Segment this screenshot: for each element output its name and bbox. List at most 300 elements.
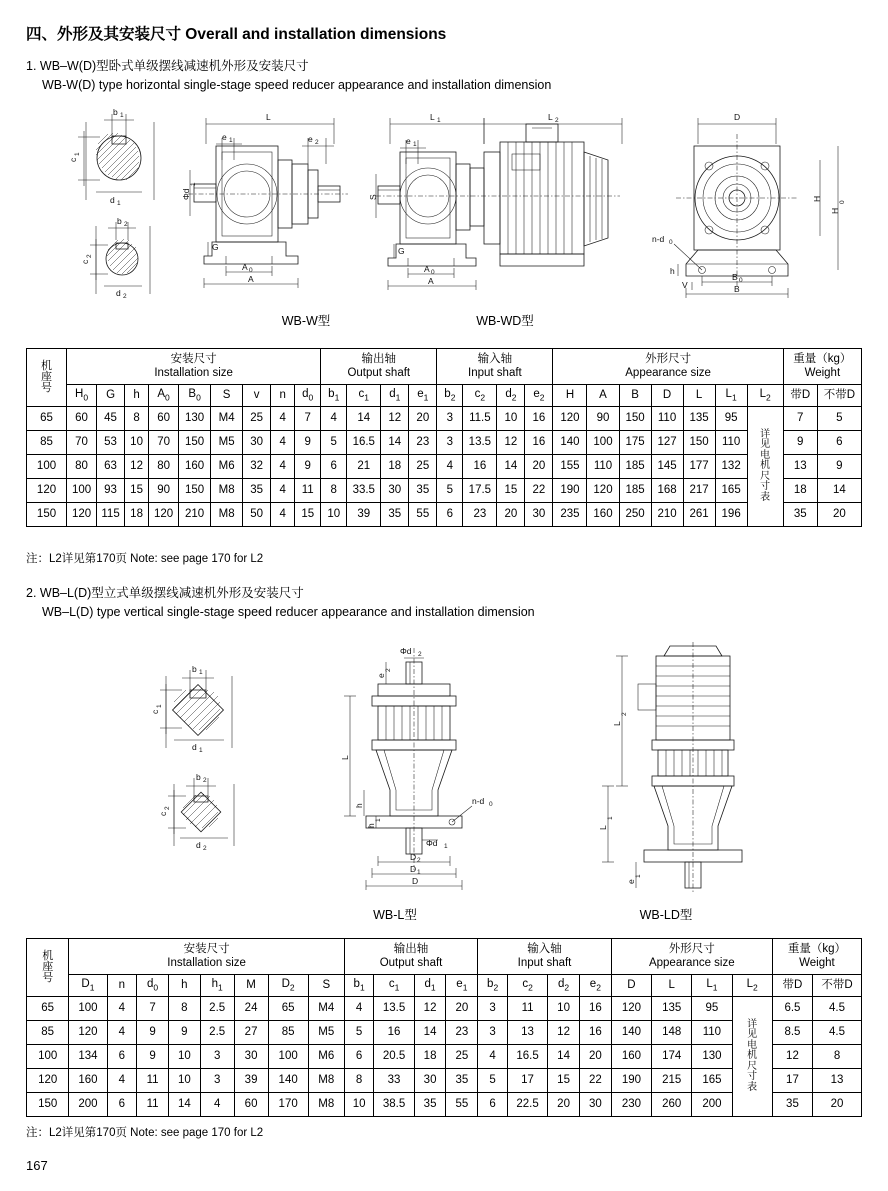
svg-text:d: d <box>192 742 197 752</box>
svg-text:L: L <box>266 112 271 122</box>
cell-v: 32 <box>243 454 271 478</box>
cell-M: 27 <box>234 1020 268 1044</box>
cell-B: 185 <box>619 454 651 478</box>
cell-A0: 60 <box>149 406 179 430</box>
svg-text:e: e <box>406 136 411 146</box>
col-L: L <box>683 384 715 406</box>
cell-H0: 60 <box>67 406 97 430</box>
cell-b2: 3 <box>478 1020 508 1044</box>
col2-n: n <box>107 974 137 996</box>
cell-c1: 13.5 <box>374 996 414 1020</box>
cell-D: 168 <box>651 478 683 502</box>
cell-L: 135 <box>683 406 715 430</box>
row-model: 85 <box>27 430 67 454</box>
cell-B0: 150 <box>179 430 211 454</box>
cell-n: 4 <box>271 454 295 478</box>
cell-B: 185 <box>619 478 651 502</box>
col2-h1: $h_1$ <box>200 974 234 996</box>
svg-text:Φd: Φd <box>400 646 412 656</box>
cell-d2: 10 <box>548 996 580 1020</box>
svg-text:L: L <box>612 721 622 726</box>
col-A: A <box>587 384 619 406</box>
cell-D: 210 <box>651 502 683 526</box>
row-model: 150 <box>27 502 67 526</box>
cell-d0: 7 <box>295 406 321 430</box>
cell-b1: 8 <box>344 1068 374 1092</box>
cell-weight-without-d: 14 <box>817 478 861 502</box>
group-input-shaft: 输入轴 Input shaft <box>437 349 553 385</box>
group-weight: 重量（kg） Weight <box>783 349 861 385</box>
table-row <box>27 996 862 1020</box>
svg-text:D: D <box>410 864 417 874</box>
cell-b2: 6 <box>437 502 463 526</box>
cell-D: 190 <box>611 1068 651 1092</box>
row-model: 85 <box>27 1020 69 1044</box>
cell-M: 30 <box>234 1044 268 1068</box>
cell-v: 35 <box>243 478 271 502</box>
svg-text:e: e <box>308 134 313 144</box>
svg-text:1: 1 <box>607 816 614 820</box>
table1-note: 注：L2详见第170页 Note: see page 170 for L2 <box>26 553 264 565</box>
svg-text:H: H <box>812 195 822 202</box>
svg-text:L: L <box>430 112 435 122</box>
cell-e2: 16 <box>579 996 611 1020</box>
row-model: 65 <box>27 406 67 430</box>
svg-text:1: 1 <box>375 818 382 822</box>
svg-text:b: b <box>113 107 118 117</box>
col-B: B <box>619 384 651 406</box>
row-model: 150 <box>27 1092 69 1116</box>
cell-e2: 22 <box>525 478 553 502</box>
svg-text:D: D <box>734 112 741 122</box>
cell-B0: 160 <box>179 454 211 478</box>
svg-text:d: d <box>196 840 201 850</box>
cell-D1: 100 <box>69 996 107 1020</box>
cell-D: 110 <box>651 406 683 430</box>
svg-text:A: A <box>248 274 254 284</box>
block2-title-cn: 2. WB–L(D)型立式单级摆线减速机外形及安装尺寸 <box>26 586 304 600</box>
cell-weight-with-d: 17 <box>772 1068 812 1092</box>
svg-text:1: 1 <box>635 874 642 878</box>
cell-L: 261 <box>683 502 715 526</box>
block1-title-cn: 1. WB–W(D)型卧式单级摆线减速机外形及安装尺寸 <box>26 59 309 73</box>
svg-text:V: V <box>682 280 688 290</box>
cell-b1: 4 <box>344 996 374 1020</box>
col-weight-without-d: 不带D <box>817 384 861 406</box>
cell-D: 127 <box>651 430 683 454</box>
cell-L: 260 <box>652 1092 692 1116</box>
svg-text:0: 0 <box>669 239 673 246</box>
cell-c2: 16.5 <box>507 1044 547 1068</box>
cell-A: 90 <box>587 406 619 430</box>
cell-weight-without-d: 20 <box>817 502 861 526</box>
cell-e1: 35 <box>409 478 437 502</box>
col2-L: L <box>652 974 692 996</box>
cell-B: 150 <box>619 406 651 430</box>
svg-text:2: 2 <box>164 806 171 810</box>
svg-text:B: B <box>734 284 740 294</box>
cell-d1: 14 <box>381 430 409 454</box>
cell-D2: 65 <box>268 996 308 1020</box>
cell-b1: 6 <box>321 454 347 478</box>
cell-D: 140 <box>611 1020 651 1044</box>
cell-weight-without-d: 13 <box>813 1068 862 1092</box>
col-d2: $d_2$ <box>497 384 525 406</box>
cell-d1: 30 <box>414 1068 446 1092</box>
cell-v: 50 <box>243 502 271 526</box>
cell-H0: 100 <box>67 478 97 502</box>
cell-weight-with-d: 8.5 <box>772 1020 812 1044</box>
cell-weight-without-d: 6 <box>817 430 861 454</box>
cell-D2: 170 <box>268 1092 308 1116</box>
svg-text:1: 1 <box>229 137 233 144</box>
svg-text:2: 2 <box>621 712 628 716</box>
group-output-shaft-2: 输出轴 Output shaft <box>344 939 478 975</box>
col-d1: $d_1$ <box>381 384 409 406</box>
cell-B0: 130 <box>179 406 211 430</box>
cell-weight-with-d: 9 <box>783 430 817 454</box>
svg-text:c: c <box>80 259 90 264</box>
cell-d1: 12 <box>414 996 446 1020</box>
cell-M: 60 <box>234 1092 268 1116</box>
cell-H0: 70 <box>67 430 97 454</box>
cell-B: 250 <box>619 502 651 526</box>
cell-H0: 80 <box>67 454 97 478</box>
cell-b2: 5 <box>478 1068 508 1092</box>
svg-text:0: 0 <box>739 277 743 284</box>
cell-weight-with-d: 13 <box>783 454 817 478</box>
svg-text:0: 0 <box>431 269 435 276</box>
group-install-size: 安装尺寸 Installation size <box>67 349 321 385</box>
cell-d2: 12 <box>497 430 525 454</box>
cell-d0: 15 <box>295 502 321 526</box>
cell-e2: 20 <box>579 1044 611 1068</box>
col-S: S <box>211 384 243 406</box>
svg-text:1: 1 <box>190 182 197 186</box>
cell-h1: 3 <box>200 1068 234 1092</box>
cell-A: 110 <box>587 454 619 478</box>
cell-b2: 5 <box>437 478 463 502</box>
col-A0: $A_0$ <box>149 384 179 406</box>
group-appearance-size: 外形尺寸 Appearance size <box>553 349 783 385</box>
cell-D: 120 <box>611 996 651 1020</box>
cell-h1: 2.5 <box>200 996 234 1020</box>
cell-S: M6 <box>211 454 243 478</box>
svg-text:H: H <box>830 207 840 214</box>
cell-d1: 18 <box>381 454 409 478</box>
cell-e2: 16 <box>525 430 553 454</box>
cell-G: 115 <box>97 502 125 526</box>
col2-b2: $b_2$ <box>478 974 508 996</box>
cell-S: M6 <box>308 1044 344 1068</box>
cell-e1: 55 <box>409 502 437 526</box>
cell-D1: 120 <box>69 1020 107 1044</box>
svg-text:2: 2 <box>418 651 422 658</box>
cell-h: 9 <box>168 1020 200 1044</box>
cell-D2: 85 <box>268 1020 308 1044</box>
cell-A0: 70 <box>149 430 179 454</box>
cell-e1: 55 <box>446 1092 478 1116</box>
cell-h1: 4 <box>200 1092 234 1116</box>
table1-col-headers <box>27 384 862 406</box>
col2-L1: $L_1$ <box>692 974 732 996</box>
cell-S: M5 <box>211 430 243 454</box>
cell-h: 14 <box>168 1092 200 1116</box>
svg-text:1: 1 <box>444 843 448 850</box>
cell-d0: 11 <box>137 1092 169 1116</box>
cell-B: 175 <box>619 430 651 454</box>
cell-L1: 110 <box>692 1020 732 1044</box>
svg-text:1: 1 <box>156 704 163 708</box>
svg-text:Φd: Φd <box>181 188 191 200</box>
col2-c1: $c_1$ <box>374 974 414 996</box>
cell-e2: 30 <box>525 502 553 526</box>
model-header-cn: 机 座 号 <box>27 349 67 407</box>
col2-h: h <box>168 974 200 996</box>
cell-d1: 35 <box>381 502 409 526</box>
page-number: 167 <box>26 1158 48 1173</box>
col2-e1: $e_1$ <box>446 974 478 996</box>
col2-e2: $e_2$ <box>579 974 611 996</box>
figure-caption-wb-w: WB-W型 <box>281 314 331 328</box>
cell-d2: 10 <box>497 406 525 430</box>
cell-n: 4 <box>107 1068 137 1092</box>
figure-caption-wb-l: WB-L型 <box>373 908 417 922</box>
cell-n: 4 <box>271 502 295 526</box>
cell-d0: 7 <box>137 996 169 1020</box>
svg-text:1: 1 <box>199 747 203 754</box>
cell-L: 177 <box>683 454 715 478</box>
cell-G: 63 <box>97 454 125 478</box>
row-model: 120 <box>27 1068 69 1092</box>
col-H0: $H_0$ <box>67 384 97 406</box>
col-e1: $e_1$ <box>409 384 437 406</box>
cell-S: M8 <box>308 1092 344 1116</box>
cell-c1: 38.5 <box>374 1092 414 1116</box>
svg-text:L: L <box>598 825 608 830</box>
svg-text:2: 2 <box>385 668 392 672</box>
svg-text:A: A <box>428 276 434 286</box>
cell-n: 4 <box>271 478 295 502</box>
cell-b2: 4 <box>478 1044 508 1068</box>
cell-A: 120 <box>587 478 619 502</box>
cell-h: 10 <box>168 1044 200 1068</box>
svg-text:d: d <box>116 288 121 298</box>
cell-e2: 20 <box>525 454 553 478</box>
cell-d2: 12 <box>548 1020 580 1044</box>
svg-text:d: d <box>110 195 115 205</box>
cell-c2: 11 <box>507 996 547 1020</box>
cell-c2: 17 <box>507 1068 547 1092</box>
cell-h1: 3 <box>200 1044 234 1068</box>
svg-text:2: 2 <box>123 293 127 300</box>
svg-text:Φd: Φd <box>426 838 438 848</box>
svg-text:2: 2 <box>86 254 93 258</box>
cell-L1: 196 <box>715 502 747 526</box>
svg-text:G: G <box>398 246 405 256</box>
cell-d2: 15 <box>548 1068 580 1092</box>
svg-text:e: e <box>222 132 227 142</box>
cell-A: 160 <box>587 502 619 526</box>
col2-d2: $d_2$ <box>548 974 580 996</box>
col-L2: $L_2$ <box>747 384 783 406</box>
cell-b2: 3 <box>478 996 508 1020</box>
cell-e2: 30 <box>579 1092 611 1116</box>
svg-text:A: A <box>242 262 248 272</box>
cell-c1: 16.5 <box>347 430 381 454</box>
svg-text:2: 2 <box>203 845 207 852</box>
cell-G: 93 <box>97 478 125 502</box>
col2-weight-without-d: 不带D <box>813 974 862 996</box>
cell-d2: 15 <box>497 478 525 502</box>
group-appearance-size-2: 外形尺寸 Appearance size <box>611 939 772 975</box>
svg-text:2: 2 <box>124 221 128 228</box>
table-row <box>27 406 862 430</box>
cell-S: M5 <box>308 1020 344 1044</box>
cell-c2: 22.5 <box>507 1092 547 1116</box>
cell-weight-with-d: 35 <box>772 1092 812 1116</box>
cell-b1: 10 <box>344 1092 374 1116</box>
cell-c1: 33 <box>374 1068 414 1092</box>
cell-weight-without-d: 4.5 <box>813 1020 862 1044</box>
cell-c2: 13.5 <box>463 430 497 454</box>
cell-L: 150 <box>683 430 715 454</box>
cell-c1: 33.5 <box>347 478 381 502</box>
cell-c1: 21 <box>347 454 381 478</box>
cell-h: 10 <box>168 1068 200 1092</box>
svg-text:e: e <box>376 673 386 678</box>
table2-note: 注：L2详见第170页 Note: see page 170 for L2 <box>26 1127 264 1139</box>
cell-L: 217 <box>683 478 715 502</box>
group-output-shaft: 输出轴 Output shaft <box>321 349 437 385</box>
cell-M: 24 <box>234 996 268 1020</box>
cell-G: 45 <box>97 406 125 430</box>
table-horizontal-dimensions <box>26 348 862 527</box>
cell-D1: 160 <box>69 1068 107 1092</box>
cell-D: 160 <box>611 1044 651 1068</box>
cell-L1: 110 <box>715 430 747 454</box>
cell-b2: 4 <box>437 454 463 478</box>
col-D: D <box>651 384 683 406</box>
svg-text:n-d: n-d <box>652 234 665 244</box>
svg-text:c: c <box>150 709 160 714</box>
cell-weight-with-d: 18 <box>783 478 817 502</box>
cell-d2: 20 <box>497 502 525 526</box>
cell-d0: 9 <box>137 1020 169 1044</box>
group-weight-2: 重量（kg） Weight <box>772 939 861 975</box>
cell-weight-with-d: 6.5 <box>772 996 812 1020</box>
cell-B0: 150 <box>179 478 211 502</box>
col-h: h <box>125 384 149 406</box>
svg-text:G: G <box>212 242 219 252</box>
cell-weight-with-d: 12 <box>772 1044 812 1068</box>
svg-text:A: A <box>424 264 430 274</box>
svg-text:1: 1 <box>413 141 417 148</box>
cell-weight-without-d: 20 <box>813 1092 862 1116</box>
cell-h: 8 <box>125 406 149 430</box>
svg-text:0: 0 <box>839 200 846 204</box>
cell-d0: 11 <box>137 1068 169 1092</box>
cell-h: 8 <box>168 996 200 1020</box>
col-n: n <box>271 384 295 406</box>
cell-weight-without-d: 9 <box>817 454 861 478</box>
cell-v: 30 <box>243 430 271 454</box>
svg-text:S: S <box>368 194 378 200</box>
cell-A0: 90 <box>149 478 179 502</box>
cell-e2: 16 <box>579 1020 611 1044</box>
cell-c1: 39 <box>347 502 381 526</box>
cell-e1: 25 <box>409 454 437 478</box>
page-title: 四、外形及其安装尺寸 Overall and installation dimensions <box>26 26 447 43</box>
cell-b1: 8 <box>321 478 347 502</box>
cell-S: M8 <box>211 478 243 502</box>
cell-v: 25 <box>243 406 271 430</box>
cell-n: 6 <box>107 1092 137 1116</box>
cell-H: 120 <box>553 406 587 430</box>
figure-caption-wb-wd: WB-WD型 <box>476 314 534 328</box>
cell-H: 235 <box>553 502 587 526</box>
cell-c1: 16 <box>374 1020 414 1044</box>
model-header-cn-2: 机 座 号 <box>27 939 69 997</box>
cell-d1: 14 <box>414 1020 446 1044</box>
cell-h1: 2.5 <box>200 1020 234 1044</box>
cell-S: M8 <box>211 502 243 526</box>
cell-b1: 4 <box>321 406 347 430</box>
group-install-size-2: 安装尺寸 Installation size <box>69 939 344 975</box>
cell-G: 53 <box>97 430 125 454</box>
table-vertical-dimensions <box>26 938 862 1117</box>
block2-title-en: WB–L(D) type vertical single-stage speed reducer appearance and installation dimension <box>42 605 535 619</box>
svg-text:2: 2 <box>417 857 421 864</box>
cell-c2: 17.5 <box>463 478 497 502</box>
table2-col-headers <box>27 974 862 996</box>
cell-e1: 23 <box>409 430 437 454</box>
cell-weight-with-d: 35 <box>783 502 817 526</box>
cell-L1: 165 <box>715 478 747 502</box>
cell-c1: 14 <box>347 406 381 430</box>
cell-D: 145 <box>651 454 683 478</box>
table-row <box>27 430 862 454</box>
cell-h: 18 <box>125 502 149 526</box>
svg-text:1: 1 <box>437 117 441 124</box>
table-row <box>27 478 862 502</box>
figure-caption-wb-ld: WB-LD型 <box>639 908 693 922</box>
cell-weight-without-d: 4.5 <box>813 996 862 1020</box>
block1-title-en: WB-W(D) type horizontal single-stage speed reducer appearance and installation dimension <box>42 78 552 92</box>
col-e2: $e_2$ <box>525 384 553 406</box>
cell-d0: 9 <box>295 454 321 478</box>
cell-n: 4 <box>271 430 295 454</box>
col-d0: $d_0$ <box>295 384 321 406</box>
cell-b2: 3 <box>437 430 463 454</box>
col2-d1: $d_1$ <box>414 974 446 996</box>
cell-d2: 20 <box>548 1092 580 1116</box>
col2-D2: $D_2$ <box>268 974 308 996</box>
cell-d1: 30 <box>381 478 409 502</box>
cell-L: 215 <box>652 1068 692 1092</box>
col2-S: S <box>308 974 344 996</box>
cell-A: 100 <box>587 430 619 454</box>
row-model: 100 <box>27 1044 69 1068</box>
cell-c1: 20.5 <box>374 1044 414 1068</box>
cell-e1: 35 <box>446 1068 478 1092</box>
svg-text:1: 1 <box>120 112 124 119</box>
row-model: 100 <box>27 454 67 478</box>
col-c1: $c_1$ <box>347 384 381 406</box>
svg-text:n-d: n-d <box>472 796 485 806</box>
cell-d1: 35 <box>414 1092 446 1116</box>
cell-M: 39 <box>234 1068 268 1092</box>
